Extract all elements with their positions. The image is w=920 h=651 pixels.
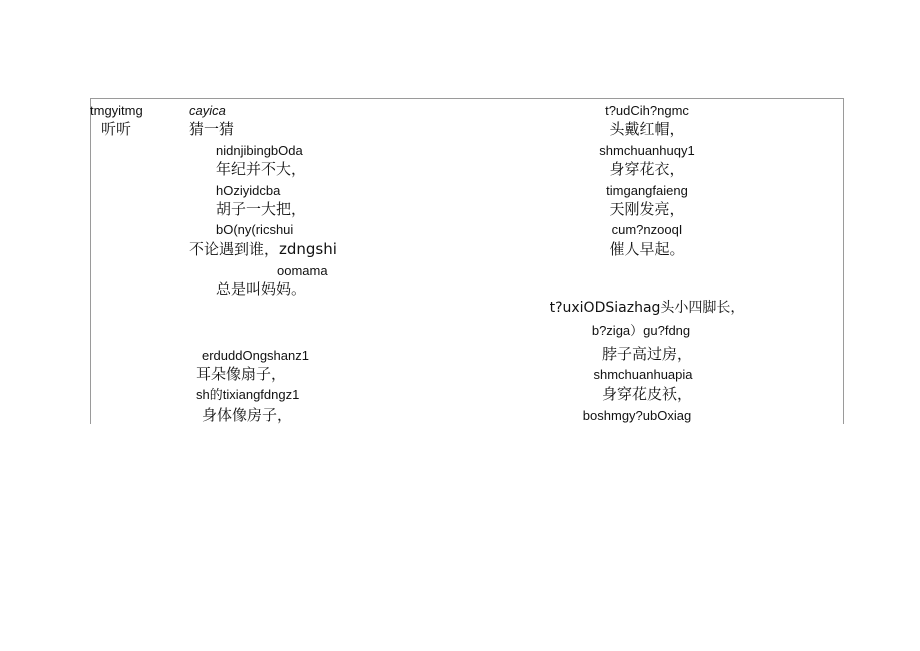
- riddle-pinyin: t?udCih?ngmc: [605, 103, 689, 118]
- riddle-line: 催人早起。: [609, 240, 685, 258]
- riddle-pinyin: bO(ny(ricshui: [216, 222, 294, 237]
- guess-title: 猜一猜: [189, 120, 235, 138]
- riddle-line: 身穿花皮袄，: [601, 385, 693, 403]
- riddle-line: 脖子高过房，: [601, 345, 693, 363]
- riddle-line: 胡子一大把，: [216, 200, 307, 218]
- riddle-line: 身体像房子，: [202, 406, 293, 424]
- riddle-pinyin: shmchuanhuqy1: [599, 143, 695, 158]
- riddle-mixed-line: t?uxiODSiazhag头小四脚长，: [549, 300, 745, 316]
- header-pinyin: tmgyitmg: [90, 103, 143, 118]
- riddle-pinyin: oomama: [277, 263, 328, 278]
- riddle-pinyin: nidnjibingbOda: [216, 143, 303, 158]
- riddle-line: 不论遇到谁，zdngshi: [189, 240, 337, 258]
- riddle-line: 耳朵像扇子，: [196, 365, 287, 383]
- riddle-line: 天刚发亮，: [609, 200, 685, 218]
- header-title: 听听: [101, 120, 132, 138]
- riddle-pinyin: cum?nzooqI: [611, 222, 683, 237]
- riddle-pinyin: boshmgy?ubOxiag: [582, 408, 692, 423]
- riddle-pinyin: shmchuanhuapia: [593, 367, 693, 382]
- riddle-line: 总是叫妈妈。: [216, 280, 307, 298]
- riddle-pinyin: timgangfaieng: [606, 183, 688, 198]
- riddle-pinyin: erduddOngshanz1: [202, 348, 309, 363]
- riddle-line: 头戴红帽，: [609, 120, 685, 138]
- riddle-pinyin: b?ziga）gu?fdng: [591, 323, 691, 338]
- guess-pinyin: cayica: [189, 103, 226, 118]
- riddle-pinyin: sh的tixiangfdngz1: [196, 387, 300, 402]
- riddle-line: 身穿花衣，: [609, 160, 685, 178]
- riddle-line: 年纪并不大，: [216, 160, 307, 178]
- riddle-pinyin: hOziyidcba: [216, 183, 281, 198]
